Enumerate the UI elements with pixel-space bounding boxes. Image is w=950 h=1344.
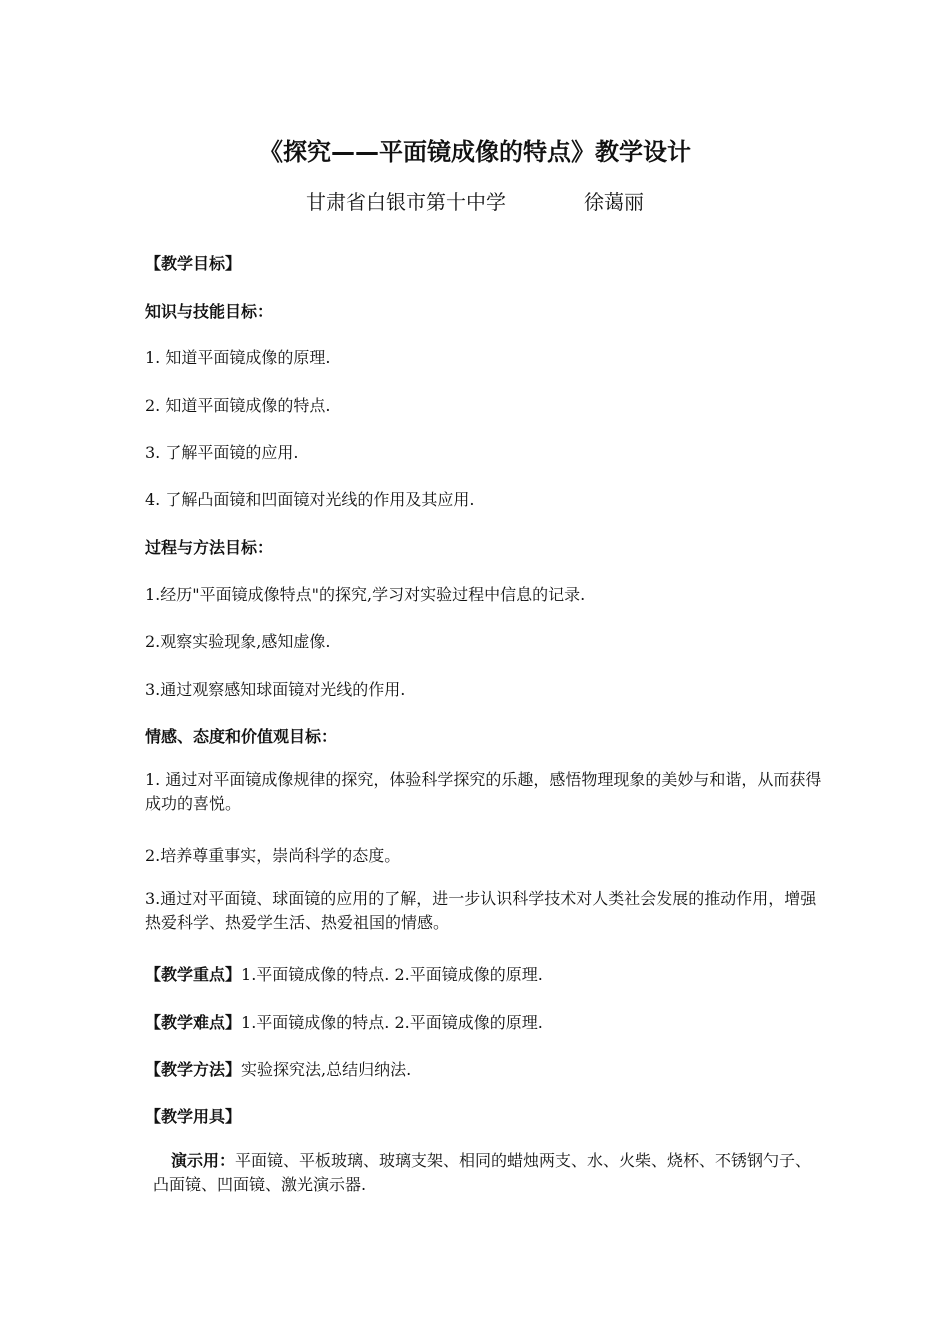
document-title: 《探究——平面镜成像的特点》教学设计 [259, 138, 691, 166]
process-item: 2.观察实验现象,感知虚像. [145, 632, 331, 651]
process-heading: 过程与方法目标： [145, 538, 274, 557]
emotion-heading: 情感、态度和价值观目标： [145, 727, 338, 746]
methods-line [145, 1057, 411, 1080]
author-line [0, 186, 950, 215]
knowledge-item: 1. 知道平面镜成像的原理. [145, 348, 331, 367]
emotion-item: 3.通过对平面镜、球面镜的应用的了解，进一步认识科学技术对人类社会发展的推动作用，增强热爱科学、热爱学生活、热爱祖国的情感。 [145, 889, 817, 932]
emotion-item: 2.培养尊重事实，崇尚科学的态度。 [145, 846, 401, 865]
tools-heading: 【教学用具】 [145, 1107, 242, 1126]
author-name: 徐蔼丽 [584, 190, 644, 214]
process-item: 1.经历"平面镜成像特点"的探究,学习对实验过程中信息的记录. [145, 585, 586, 604]
tools-demo-text: 平面镜、平板玻璃、玻璃支架、相同的蜡烛两支、水、火柴、烧杯、不锈钢勺子、凸面镜、凹面镜、激光演示器. [153, 1151, 812, 1194]
emotion-item: 1. 通过对平面镜成像规律的探究，体验科学探究的乐趣，感悟物理现象的美妙与和谐，从而获得成功的喜悦。 [145, 770, 822, 813]
difficulties-label: 【教学难点】 [145, 1013, 242, 1032]
tools-demo-paragraph [153, 1149, 823, 1197]
knowledge-item: 2. 知道平面镜成像的特点. [145, 396, 331, 415]
objectives-heading: 【教学目标】 [145, 254, 242, 273]
difficulties-text: 1.平面镜成像的特点. 2.平面镜成像的原理. [241, 1013, 543, 1032]
key-points-text: 1.平面镜成像的特点. 2.平面镜成像的原理. [241, 965, 543, 984]
difficulties-line [145, 1010, 543, 1033]
methods-text: 实验探究法,总结归纳法. [241, 1060, 412, 1079]
knowledge-item: 3. 了解平面镜的应用. [145, 443, 299, 462]
key-points-label: 【教学重点】 [145, 965, 242, 984]
knowledge-heading: 知识与技能目标： [145, 302, 274, 321]
knowledge-item: 4. 了解凸面镜和凹面镜对光线的作用及其应用. [145, 490, 475, 509]
methods-label: 【教学方法】 [145, 1060, 242, 1079]
school-name: 甘肃省白银市第十中学 [306, 190, 506, 214]
key-points-line [145, 962, 543, 985]
process-item: 3.通过观察感知球面镜对光线的作用. [145, 680, 406, 699]
tools-demo-label: 演示用： [171, 1151, 236, 1170]
